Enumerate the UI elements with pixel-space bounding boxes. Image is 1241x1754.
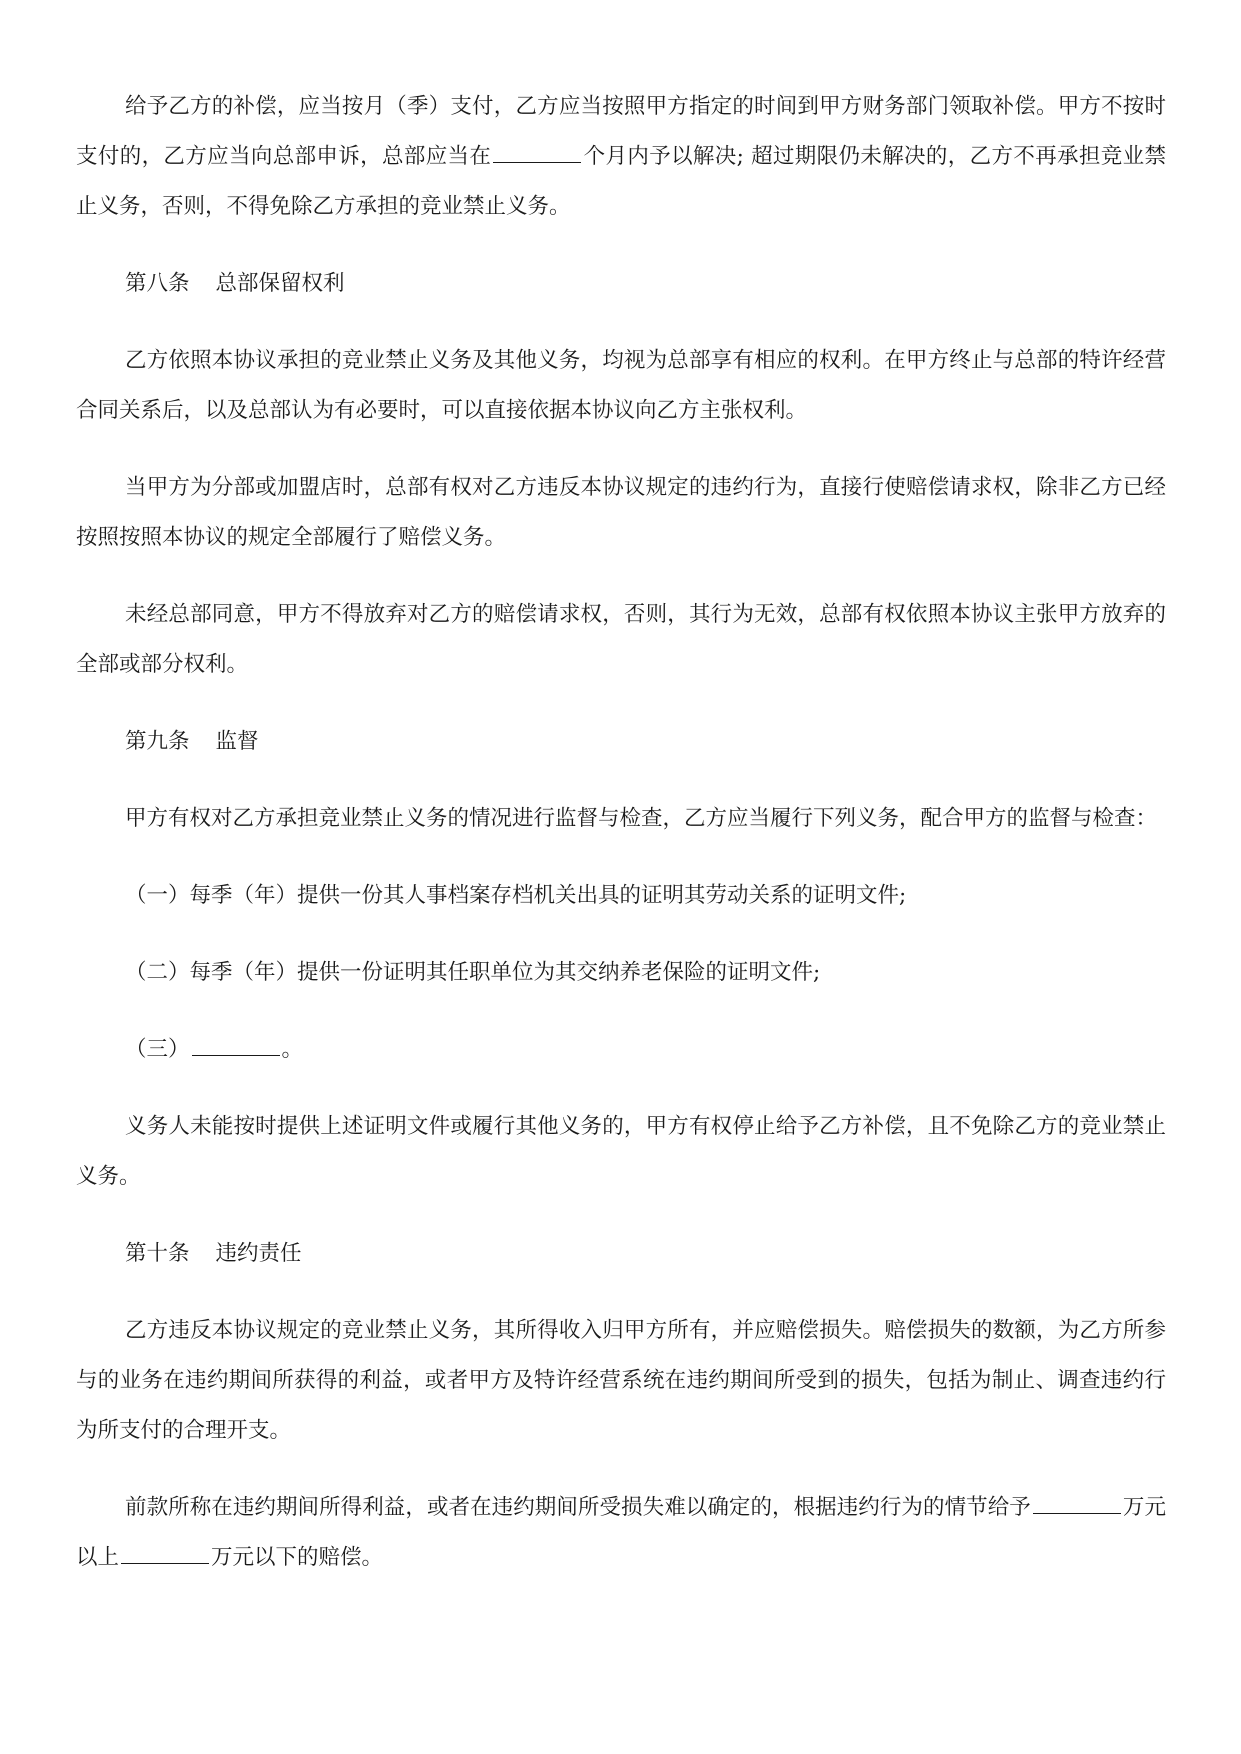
- article-8-heading: [76, 259, 1166, 309]
- article-9-paragraph-1: 甲方有权对乙方承担竞业禁止义务的情况进行监督与检查，乙方应当履行下列义务，配合甲方的监督与检查：: [125, 806, 1158, 831]
- article-10-heading: [76, 1229, 1166, 1279]
- compensation-paragraph: [76, 82, 1166, 232]
- paragraph-text: 个月内予以解决; 超过期限仍未解决的，乙方不再承担竞业禁止义务，否则，不得免除乙方承担的竞业禁止义务。: [76, 144, 1166, 219]
- article-8-paragraph-2: 当甲方为分部或加盟店时，总部有权对乙方违反本协议规定的违约行为，直接行使赔偿请求权，除非乙方已经按照按照本协议的规定全部履行了赔偿义务。: [76, 475, 1166, 550]
- article-9-heading: [76, 717, 1166, 767]
- list-item-1: （一）每季（年）提供一份其人事档案存档机关出具的证明其劳动关系的证明文件;: [125, 883, 907, 908]
- fill-in-blank[interactable]: [192, 1033, 280, 1056]
- list-item-3: [76, 1025, 1166, 1075]
- article-title: 违约责任: [215, 1241, 302, 1266]
- paragraph-text: 前款所称在违约期间所得利益，或者在违约期间所受损失难以确定的，根据违约行为的情节给予: [125, 1495, 1031, 1520]
- paragraph-text: 万元以上: [76, 1495, 1166, 1570]
- article-10-paragraph-2: [76, 1483, 1166, 1583]
- list-item-prefix: （三）: [125, 1037, 190, 1062]
- fill-in-blank-max[interactable]: [121, 1541, 209, 1564]
- list-item-2: （二）每季（年）提供一份证明其任职单位为其交纳养老保险的证明文件;: [125, 960, 821, 985]
- article-9-paragraph-2: 义务人未能按时提供上述证明文件或履行其他义务的，甲方有权停止给予乙方补偿，且不免除乙方的竞业禁止义务。: [76, 1114, 1166, 1189]
- article-number: 第八条: [125, 271, 190, 296]
- list-item-suffix: 。: [281, 1037, 304, 1062]
- document-page: [76, 82, 1166, 1610]
- paragraph-text: 万元以下的赔偿。: [211, 1545, 384, 1570]
- article-number: 第十条: [125, 1241, 190, 1266]
- article-8-paragraph-1: 乙方依照本协议承担的竞业禁止义务及其他义务，均视为总部享有相应的权利。在甲方终止与总部的特许经营合同关系后，以及总部认为有必要时，可以直接依据本协议向乙方主张权利。: [76, 348, 1166, 423]
- article-10-paragraph-1: 乙方违反本协议规定的竞业禁止义务，其所得收入归甲方所有，并应赔偿损失。赔偿损失的数额，为乙方所参与的业务在违约期间所获得的利益，或者甲方及特许经营系统在违约期间所受到的损失，包括为制止、调查违约行为所支付的合理开支。: [76, 1318, 1166, 1443]
- article-number: 第九条: [125, 729, 190, 754]
- fill-in-blank-min[interactable]: [1033, 1491, 1121, 1514]
- article-title: 监督: [215, 729, 259, 754]
- article-title: 总部保留权利: [215, 271, 345, 296]
- fill-in-blank[interactable]: [493, 140, 581, 163]
- paragraph-text: 给予乙方的补偿，应当按月（季）支付，乙方应当按照甲方指定的时间到甲方财务部门领取补偿。甲方不按时支付的，乙方应当向总部申诉，总部应当在: [76, 94, 1166, 169]
- article-8-paragraph-3: 未经总部同意，甲方不得放弃对乙方的赔偿请求权，否则，其行为无效，总部有权依照本协议主张甲方放弃的全部或部分权利。: [76, 602, 1166, 677]
